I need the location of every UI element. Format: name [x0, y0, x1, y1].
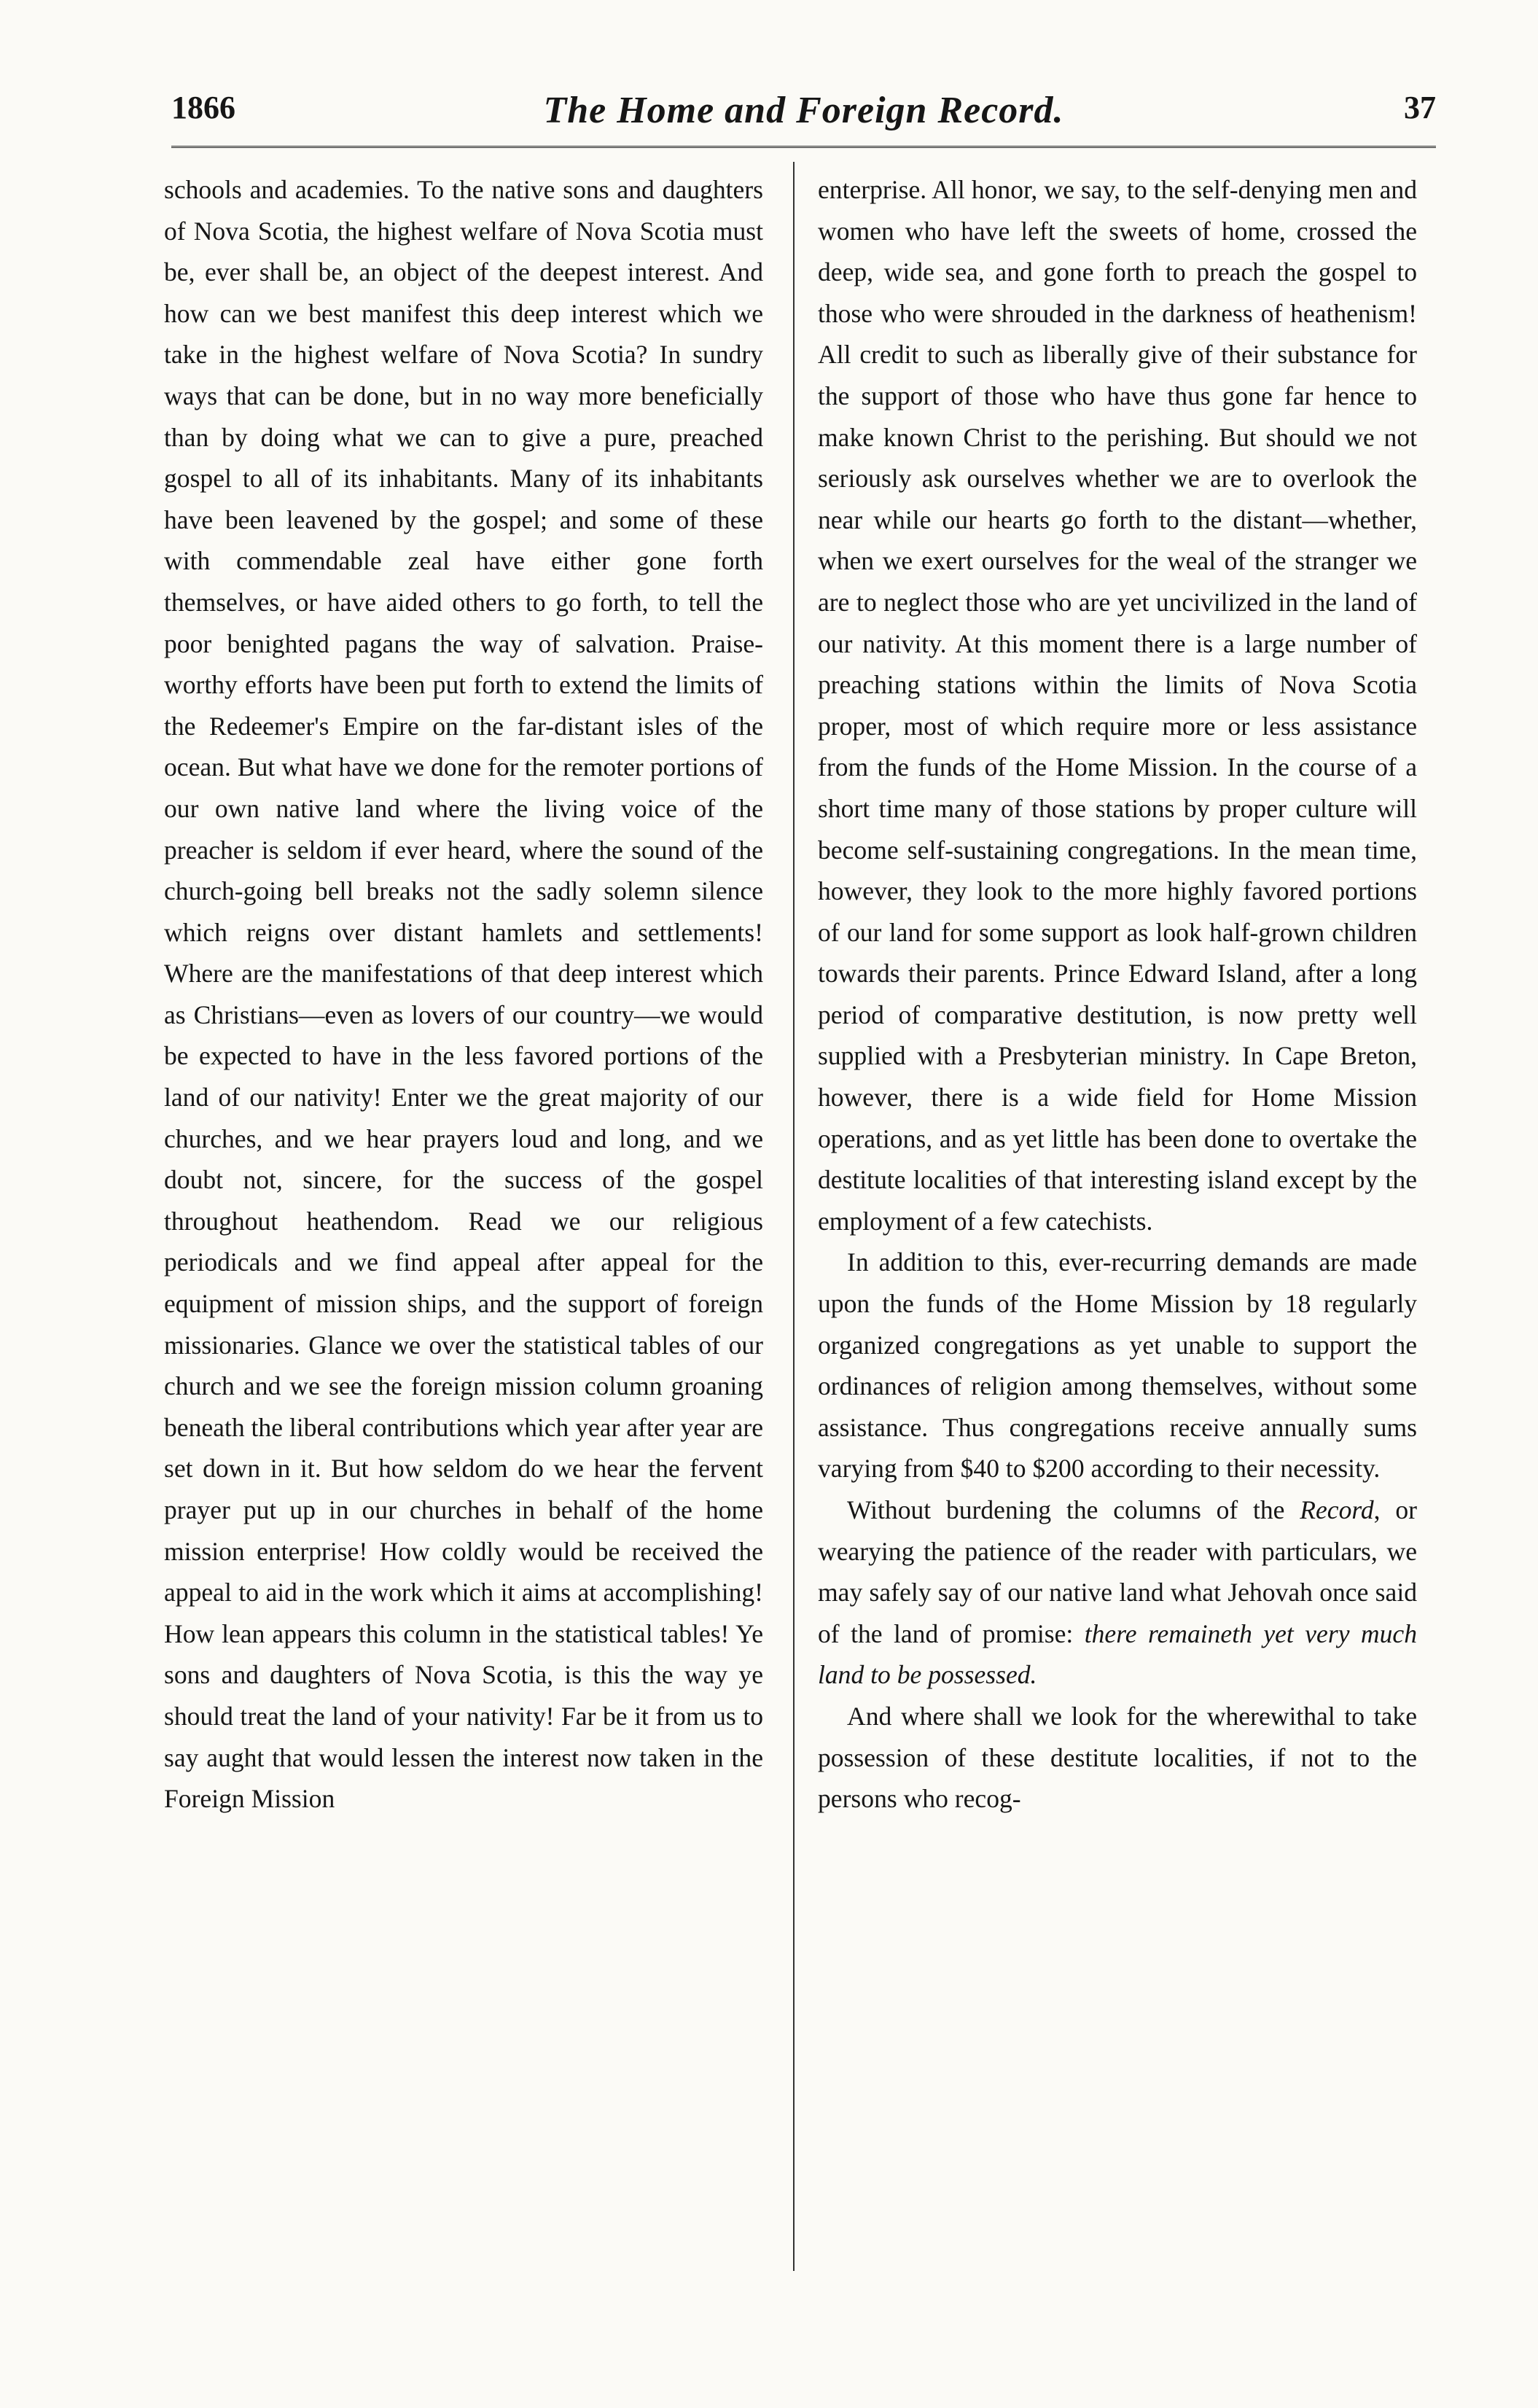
right-paragraph-2: In addition to this, ever-recurring demands are made upon the funds of the Home Mission by 18 regularly organized congregations as yet unable to support the ordinances of religion among themselves, without some assistance. Thus congregations receive annually sums varying from $40 to $200 according to their necessity.	[818, 1247, 1417, 1484]
journal-title: The Home and Foreign Record.	[543, 90, 1064, 131]
left-column	[164, 169, 763, 2283]
page-number: 37	[1404, 90, 1436, 125]
right-paragraph-3	[818, 1489, 1417, 1696]
right-paragraph-4: And where shall we look for the wherewithal to take possession of these destitute localities, if not to the persons who recog-	[818, 1701, 1417, 1814]
header-rule	[171, 146, 1436, 148]
left-paragraph-1: schools and academies. To the native sons and daughters of Nova Scotia, the highest welfare of Nova Scotia must be, ever shall be, an object of the deepest interest. And how can we best manifest this deep interest which we take in the highest welfare of Nova Scotia? In sundry ways that can be done, but in no way more beneficially than by doing what we can to give a pure, preached gospel to all of its inhabitants. Many of its inhabitants have been leavened by the gospel; and some of these with commendable zeal have either gone forth themselves, or have aided others to go forth, to tell the poor benighted pagans the way of salvation. Praise-worthy efforts have been put forth to extend the limits of the Redeemer's Empire on the far-distant isles of the ocean. But what have we done for the remoter portions of our own native land where the living voice of the preacher is seldom if ever heard, where the sound of the church-going bell breaks not the sadly solemn silence which reigns over distant hamlets and settlements! Where are the manifestations of that deep interest which as Christians—even as lovers of our country—we would be expected to have in the less favored portions of the land of our nativity! Enter we the great majority of our churches, and we hear prayers loud and long, and we doubt not, sincere, for the success of the gospel throughout heathendom. Read we our religious periodicals and we find appeal after appeal for the equipment of mission ships, and the support of foreign missionaries. Glance we over the statistical tables of our church and we see the foreign mission column groaning beneath the liberal contributions which year after year are set down in it. But how seldom do we hear the fervent prayer put up in our churches in behalf of the home mission enterprise! How coldly would be received the appeal to aid in the work which it aims at accomplishing! How lean appears this column in the statistical tables! Ye sons and daughters of Nova Scotia, is this the way ye should treat the land of your nativity! Far be it from us to say aught that would lessen the interest now taken in the Foreign Mission	[164, 175, 763, 1814]
scripture-quote: there remaineth yet very much land to be possessed.	[818, 1618, 1417, 1690]
right-column	[818, 169, 1417, 2283]
header-year: 1866	[171, 90, 235, 125]
right-paragraph-1: enterprise. All honor, we say, to the self-denying men and women who have left the sweets of home, crossed the deep, wide sea, and gone forth to preach the gospel to those who were shrouded in the darkness of heathenism! All credit to such as liberally give of their substance for the support of those who have thus gone far hence to make known Christ to the perishing. But should we not seriously ask ourselves whether we are to overlook the near while our hearts go forth to the distant—whether, when we exert ourselves for the weal of the stranger we are to neglect those who are yet uncivilized in the land of our nativity. At this moment there is a large number of preaching stations within the limits of Nova Scotia proper, most of which require more or less assistance from the funds of the Home Mission. In the course of a short time many of those stations by proper culture will become self-sustaining congregations. In the mean time, however, they look to the more highly favored portions of our land for some support as look half-grown children towards their parents. Prince Edward Island, after a long period of comparative destitution, is now pretty well supplied with a Presbyterian ministry. In Cape Breton, however, there is a wide field for Home Mission operations, and as yet little has been done to overtake the destitute localities of that interesting island except by the employment of a few catechists.	[818, 175, 1417, 1236]
p3-text-start: Without burdening the columns of the	[847, 1495, 1300, 1524]
running-header	[171, 82, 1436, 140]
p3-text-middle: , or wearying the patience of the reader with particulars, we may safely say of our native land what Jehovah once said of the land of promise:	[818, 1495, 1417, 1648]
column-divider	[793, 162, 795, 2271]
record-title: Record	[1300, 1495, 1374, 1524]
